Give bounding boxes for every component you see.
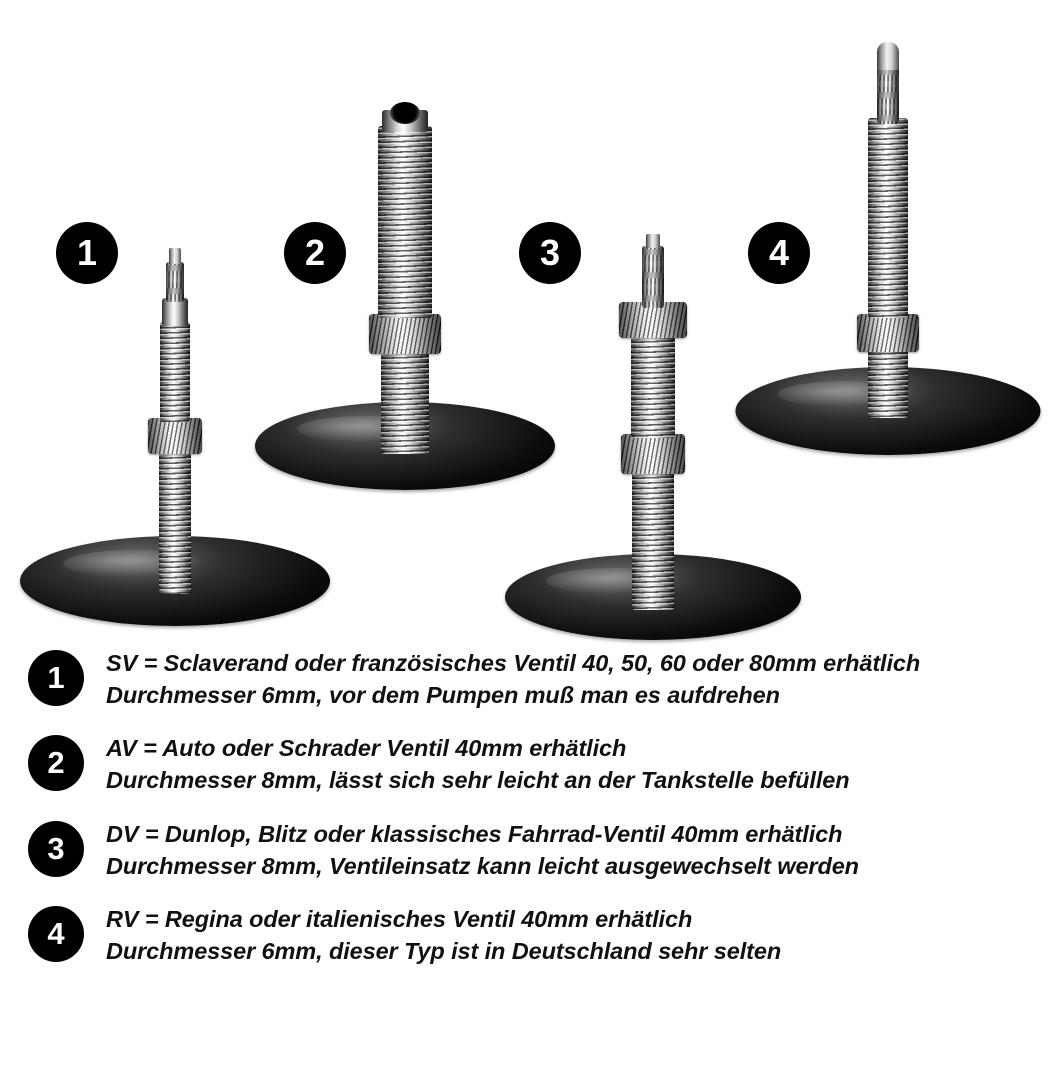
legend-dv-line1: DV = Dunlop, Blitz oder klassisches Fahrrad-Ventil 40mm erhätlich: [106, 820, 843, 847]
valve-upper-thread: [868, 118, 908, 318]
legend-badge-4: [28, 906, 84, 962]
valve-tip: [877, 42, 899, 70]
legend-badge-2-label: 2: [47, 745, 65, 781]
valve-core-knurl: [642, 246, 664, 308]
valve-lock-nut: [857, 314, 919, 352]
valve-lock-nut: [369, 314, 441, 354]
legend-sv-line1: SV = Sclaverand oder französisches Ventil 40, 50, 60 oder 80mm erhätlich: [106, 650, 921, 676]
legend-badge-1-label: 1: [47, 660, 65, 695]
diagram-marker-4: [748, 222, 810, 284]
legend-sv-line2: Durchmesser 6mm, vor dem Pumpen muß man es aufdrehen: [106, 681, 780, 708]
diagram-marker-3-label: 3: [539, 232, 561, 273]
legend-badge-1: [28, 650, 84, 706]
legend-text-rv: [106, 904, 781, 967]
valve-stem-thread: [381, 342, 429, 454]
valve-legend: [0, 648, 1062, 990]
diagram-marker-3: [519, 222, 581, 284]
legend-dv-line2: Durchmesser 8mm, Ventileinsatz kann leicht ausgewechselt werden: [106, 852, 859, 879]
valve-upper-thread: [631, 326, 675, 438]
rv-valve: [735, 40, 1040, 640]
valve-stem-thread: [632, 462, 674, 610]
diagram-marker-2-label: 2: [304, 232, 326, 273]
diagram-marker-1-label: 1: [76, 232, 98, 273]
valve-stem-thread: [159, 442, 191, 594]
valve-shoulder: [162, 298, 188, 326]
diagram-marker-4-label: 4: [768, 232, 790, 273]
legend-text-dv: [106, 819, 859, 882]
valve-lock-nut: [621, 434, 685, 474]
legend-rv-line2: Durchmesser 6mm, dieser Typ ist in Deutschland sehr selten: [106, 938, 782, 965]
valve-tip: [169, 248, 181, 264]
valve-core-knurl: [166, 262, 184, 302]
diagram-marker-2: [284, 222, 346, 284]
legend-text-sv: [106, 648, 920, 711]
valve-lock-nut: [148, 418, 202, 454]
legend-item-av: [28, 733, 1038, 796]
valve-core-knurl: [877, 66, 899, 124]
legend-text-av: [106, 733, 850, 796]
legend-av-line2: Durchmesser 8mm, lässt sich sehr leicht an der Tankstelle befüllen: [106, 767, 850, 794]
legend-badge-3-label: 3: [47, 830, 65, 866]
legend-item-dv: [28, 819, 1038, 882]
valve-tip: [646, 234, 660, 248]
legend-item-rv: [28, 904, 1038, 967]
legend-badge-2: [28, 735, 84, 791]
diagram-marker-1: [56, 222, 118, 284]
legend-av-line1: AV = Auto oder Schrader Ventil 40mm erhätlich: [106, 735, 627, 762]
legend-badge-4-label: 4: [47, 916, 65, 952]
valve-opening: [390, 102, 420, 124]
legend-badge-3: [28, 821, 84, 877]
legend-item-sv: [28, 648, 1038, 711]
legend-rv-line1: RV = Regina oder italienisches Ventil 40mm erhätlich: [106, 906, 693, 933]
valve-upper-thread: [160, 322, 190, 422]
valve-upper-thread: [378, 126, 432, 318]
